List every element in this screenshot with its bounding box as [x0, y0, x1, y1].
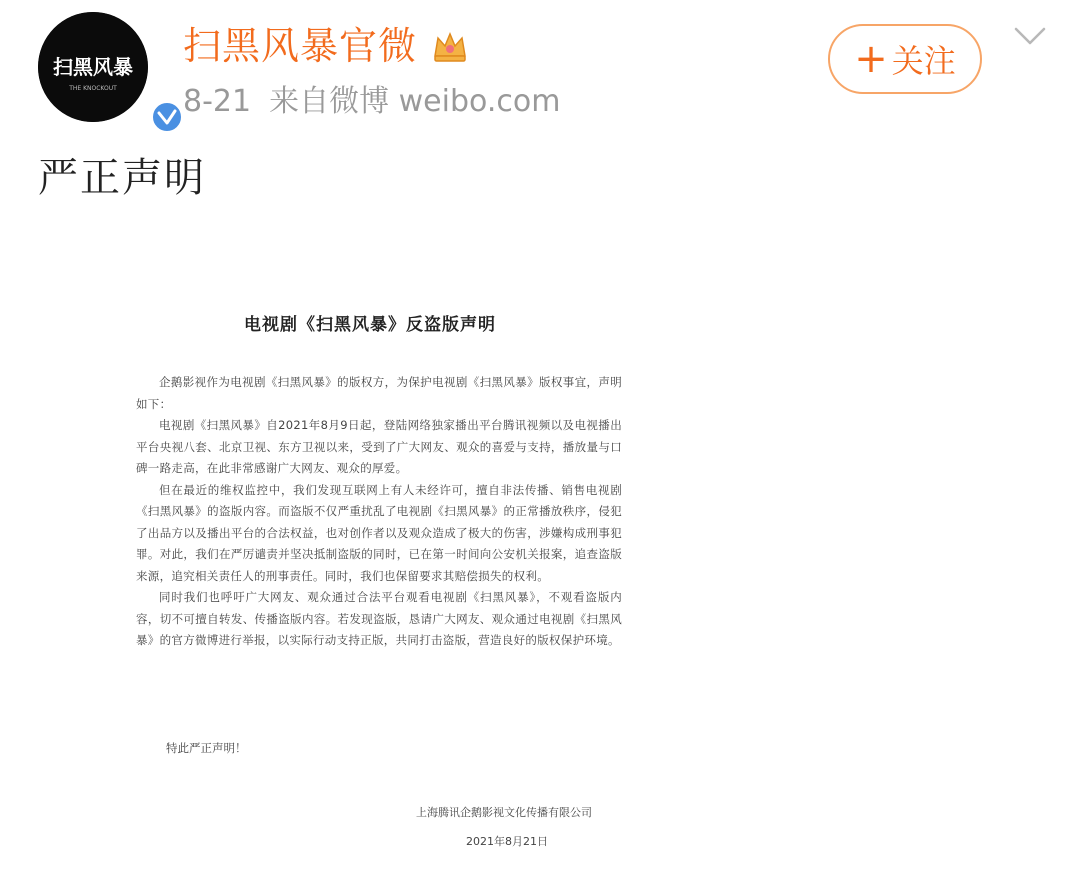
chevron-down-icon[interactable]	[1012, 24, 1048, 48]
crown-vip-icon	[430, 26, 470, 66]
avatar[interactable]	[38, 12, 148, 122]
svg-text:THE KNOCKOUT: THE KNOCKOUT	[69, 85, 117, 92]
plus-icon: +	[854, 36, 888, 82]
post-text: 严正声明	[38, 155, 206, 201]
post-meta	[183, 82, 578, 122]
follow-label: 关注	[891, 42, 956, 80]
follow-button[interactable]	[828, 24, 982, 94]
post-date: 8-21	[183, 84, 252, 119]
document-body	[136, 372, 622, 652]
document-company: 上海腾讯企鹅影视文化传播有限公司	[416, 806, 592, 819]
account-name[interactable]: 扫黑风暴官微	[183, 24, 418, 68]
document-paragraph: 同时我们也呼吁广大网友、观众通过合法平台观看电视剧《扫黑风暴》，不观看盗版内容，切不可擅自转发、传播盗版内容。若发现盗版，恳请广大网友、观众通过电视剧《扫黑风暴》的官方微博进行举报，以实际行动支持正版，共同打击盗版，营造良好的版权保护环境。	[136, 590, 622, 647]
document-date: 2021年8月21日	[466, 835, 548, 848]
document-paragraph: 电视剧《扫黑风暴》自2021年8月9日起，登陆网络独家播出平台腾讯视频以及电视播出平台央视八套、北京卫视、东方卫视以来，受到了广大网友、观众的喜爱与支持，播放量与口碑一路走高，在此非常感谢广大网友、观众的厚爱。	[136, 418, 622, 475]
document-paragraph: 企鹅影视作为电视剧《扫黑风暴》的版权方，为保护电视剧《扫黑风暴》版权事宜，声明如下：	[136, 375, 622, 411]
post-source[interactable]: 来自微博 weibo.com	[269, 84, 561, 119]
document-title: 电视剧《扫黑风暴》反盗版声明	[244, 315, 496, 335]
statement-document-image[interactable]	[120, 290, 620, 860]
svg-text:扫黑风暴: 扫黑风暴	[53, 55, 133, 79]
verified-badge-icon	[150, 100, 184, 134]
avatar-logo	[38, 12, 148, 122]
document-closing: 特此严正声明！	[166, 741, 247, 755]
document-paragraph: 但在最近的维权监控中，我们发现互联网上有人未经许可，擅自非法传播、销售电视剧《扫黑风暴》的盗版内容。而盗版不仅严重扰乱了电视剧《扫黑风暴》的正常播放秩序，侵犯了出品方以及播出平台的合法权益，也对创作者以及观众造成了极大的伤害，涉嫌构成刑事犯罪。对此，我们在严厉谴责并坚决抵制盗版的同时，已在第一时间向公安机关报案，追查盗版来源，追究相关责任人的刑事责任。同时，我们也保留要求其赔偿损失的权利。	[136, 482, 622, 583]
avatar-logo-graphic	[38, 12, 148, 122]
